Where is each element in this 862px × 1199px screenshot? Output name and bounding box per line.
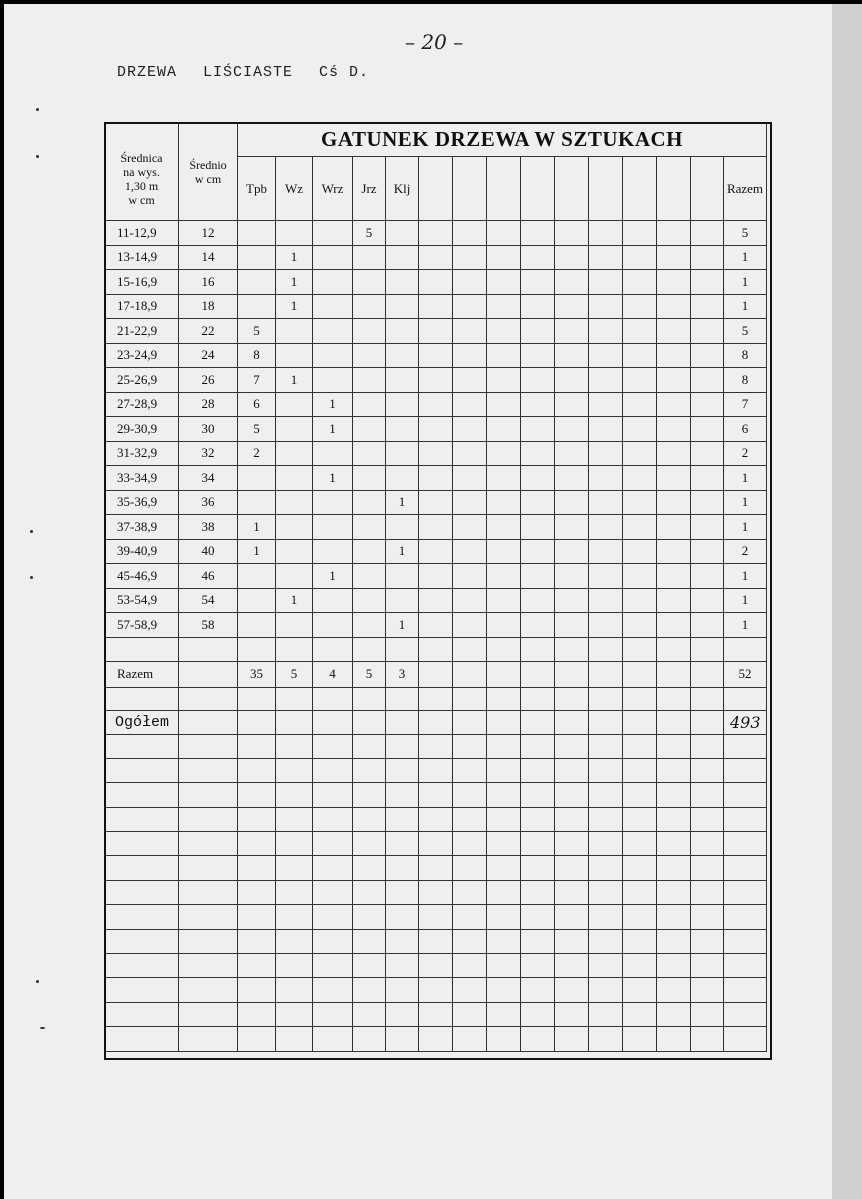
- cell-count: 1: [238, 515, 276, 540]
- header-species: Jrz: [353, 157, 386, 221]
- cell-mean: 24: [179, 343, 238, 368]
- cell-range: 57-58,9: [105, 613, 179, 638]
- heading-word-3: Cś D.: [319, 64, 370, 81]
- cell-mean: 34: [179, 466, 238, 491]
- cell-total: 7: [724, 392, 767, 417]
- cell-count: 35: [238, 661, 276, 687]
- cell-range: 39-40,9: [105, 539, 179, 564]
- cell-total: 1: [724, 270, 767, 295]
- header-diameter-line: 1,30 m: [124, 178, 159, 193]
- cell-count: 8: [238, 343, 276, 368]
- document-heading: [117, 64, 395, 81]
- table-frame: [104, 122, 772, 1060]
- cell-count: 4: [313, 661, 353, 687]
- cell-range: 15-16,9: [105, 270, 179, 295]
- cell-count: 1: [313, 564, 353, 589]
- cell-mean: 28: [179, 392, 238, 417]
- cell-count: 3: [386, 661, 419, 687]
- cell-range: 45-46,9: [105, 564, 179, 589]
- cell-count: 7: [238, 368, 276, 393]
- header-mean-line: w cm: [194, 171, 222, 186]
- cell-count: 1: [276, 588, 313, 613]
- cell-total: 8: [724, 343, 767, 368]
- cell-range: 27-28,9: [105, 392, 179, 417]
- cell-count: 5: [353, 221, 386, 246]
- header-species: Klj: [386, 157, 419, 221]
- cell-mean: 30: [179, 417, 238, 442]
- cell-range: 31-32,9: [105, 441, 179, 466]
- header-species: Wrz: [313, 157, 353, 221]
- cell-range: 17-18,9: [105, 294, 179, 319]
- cell-count: 6: [238, 392, 276, 417]
- cell-range: 11-12,9: [105, 221, 179, 246]
- cell-count: 5: [276, 661, 313, 687]
- scan-speck: [36, 155, 39, 158]
- cell-mean: 54: [179, 588, 238, 613]
- scan-speck: [40, 1027, 45, 1029]
- scan-speck: [36, 980, 39, 983]
- cell-count: 1: [386, 613, 419, 638]
- cell-range: 53-54,9: [105, 588, 179, 613]
- cell-mean: 36: [179, 490, 238, 515]
- cell-range: 23-24,9: [105, 343, 179, 368]
- cell-total: 2: [724, 539, 767, 564]
- cell-total: 1: [724, 466, 767, 491]
- scan-speck: [30, 576, 33, 579]
- cell-total: 52: [724, 661, 767, 687]
- cell-count: 1: [313, 466, 353, 491]
- cell-range: 25-26,9: [105, 368, 179, 393]
- cell-total: 5: [724, 319, 767, 344]
- cell-range: Razem: [105, 661, 179, 687]
- cell-mean: 16: [179, 270, 238, 295]
- cell-range: 29-30,9: [105, 417, 179, 442]
- cell-total: 1: [724, 564, 767, 589]
- header-mean-line: Średnio: [189, 157, 227, 172]
- cell-count: 1: [386, 539, 419, 564]
- cell-range: 21-22,9: [105, 319, 179, 344]
- header-species: Tpb: [238, 157, 276, 221]
- scan-speck: [36, 108, 39, 111]
- cell-mean: 58: [179, 613, 238, 638]
- cell-total: 8: [724, 368, 767, 393]
- header-diameter-line: w cm: [128, 192, 155, 207]
- cell-count: 1: [276, 294, 313, 319]
- cell-count: 1: [386, 490, 419, 515]
- cell-mean: 32: [179, 441, 238, 466]
- cell-count: 5: [238, 417, 276, 442]
- cell-total: 1: [724, 490, 767, 515]
- cell-total: 1: [724, 588, 767, 613]
- cell-mean: 38: [179, 515, 238, 540]
- cell-total: 6: [724, 417, 767, 442]
- cell-mean: 22: [179, 319, 238, 344]
- header-diameter-line: Średnica: [120, 150, 163, 165]
- cell-count: 1: [313, 417, 353, 442]
- cell-range: 37-38,9: [105, 515, 179, 540]
- cell-count: 1: [238, 539, 276, 564]
- cell-total: 1: [724, 294, 767, 319]
- cell-mean: 14: [179, 245, 238, 270]
- cell-mean: 40: [179, 539, 238, 564]
- cell-range: 13-14,9: [105, 245, 179, 270]
- cell-ogolem-label: Ogółem: [105, 710, 179, 734]
- cell-mean: 18: [179, 294, 238, 319]
- page-edge: [832, 4, 862, 1199]
- cell-range: 35-36,9: [105, 490, 179, 515]
- scan-speck: [30, 530, 33, 533]
- cell-count: 5: [238, 319, 276, 344]
- cell-count: 1: [276, 368, 313, 393]
- header-diameter-line: na wys.: [123, 164, 160, 179]
- cell-total: 2: [724, 441, 767, 466]
- cell-count: 2: [238, 441, 276, 466]
- cell-total: 1: [724, 613, 767, 638]
- cell-range: 33-34,9: [105, 466, 179, 491]
- cell-count: 5: [353, 661, 386, 687]
- heading-word-1: DRZEWA: [117, 64, 178, 81]
- header-title: GATUNEK DRZEWA W SZTUKACH: [238, 123, 767, 157]
- heading-word-2: LIŚCIASTE: [203, 64, 294, 81]
- cell-total: 5: [724, 221, 767, 246]
- header-razem: Razem: [724, 157, 767, 221]
- cell-total: 1: [724, 515, 767, 540]
- cell-total: 1: [724, 245, 767, 270]
- page-number: – 20 –: [405, 30, 464, 54]
- cell-ogolem-total: 493: [724, 710, 767, 734]
- cell-mean: 26: [179, 368, 238, 393]
- cell-mean: 46: [179, 564, 238, 589]
- header-species: Wz: [276, 157, 313, 221]
- cell-mean: 12: [179, 221, 238, 246]
- cell-count: 1: [276, 270, 313, 295]
- cell-count: 1: [276, 245, 313, 270]
- cell-count: 1: [313, 392, 353, 417]
